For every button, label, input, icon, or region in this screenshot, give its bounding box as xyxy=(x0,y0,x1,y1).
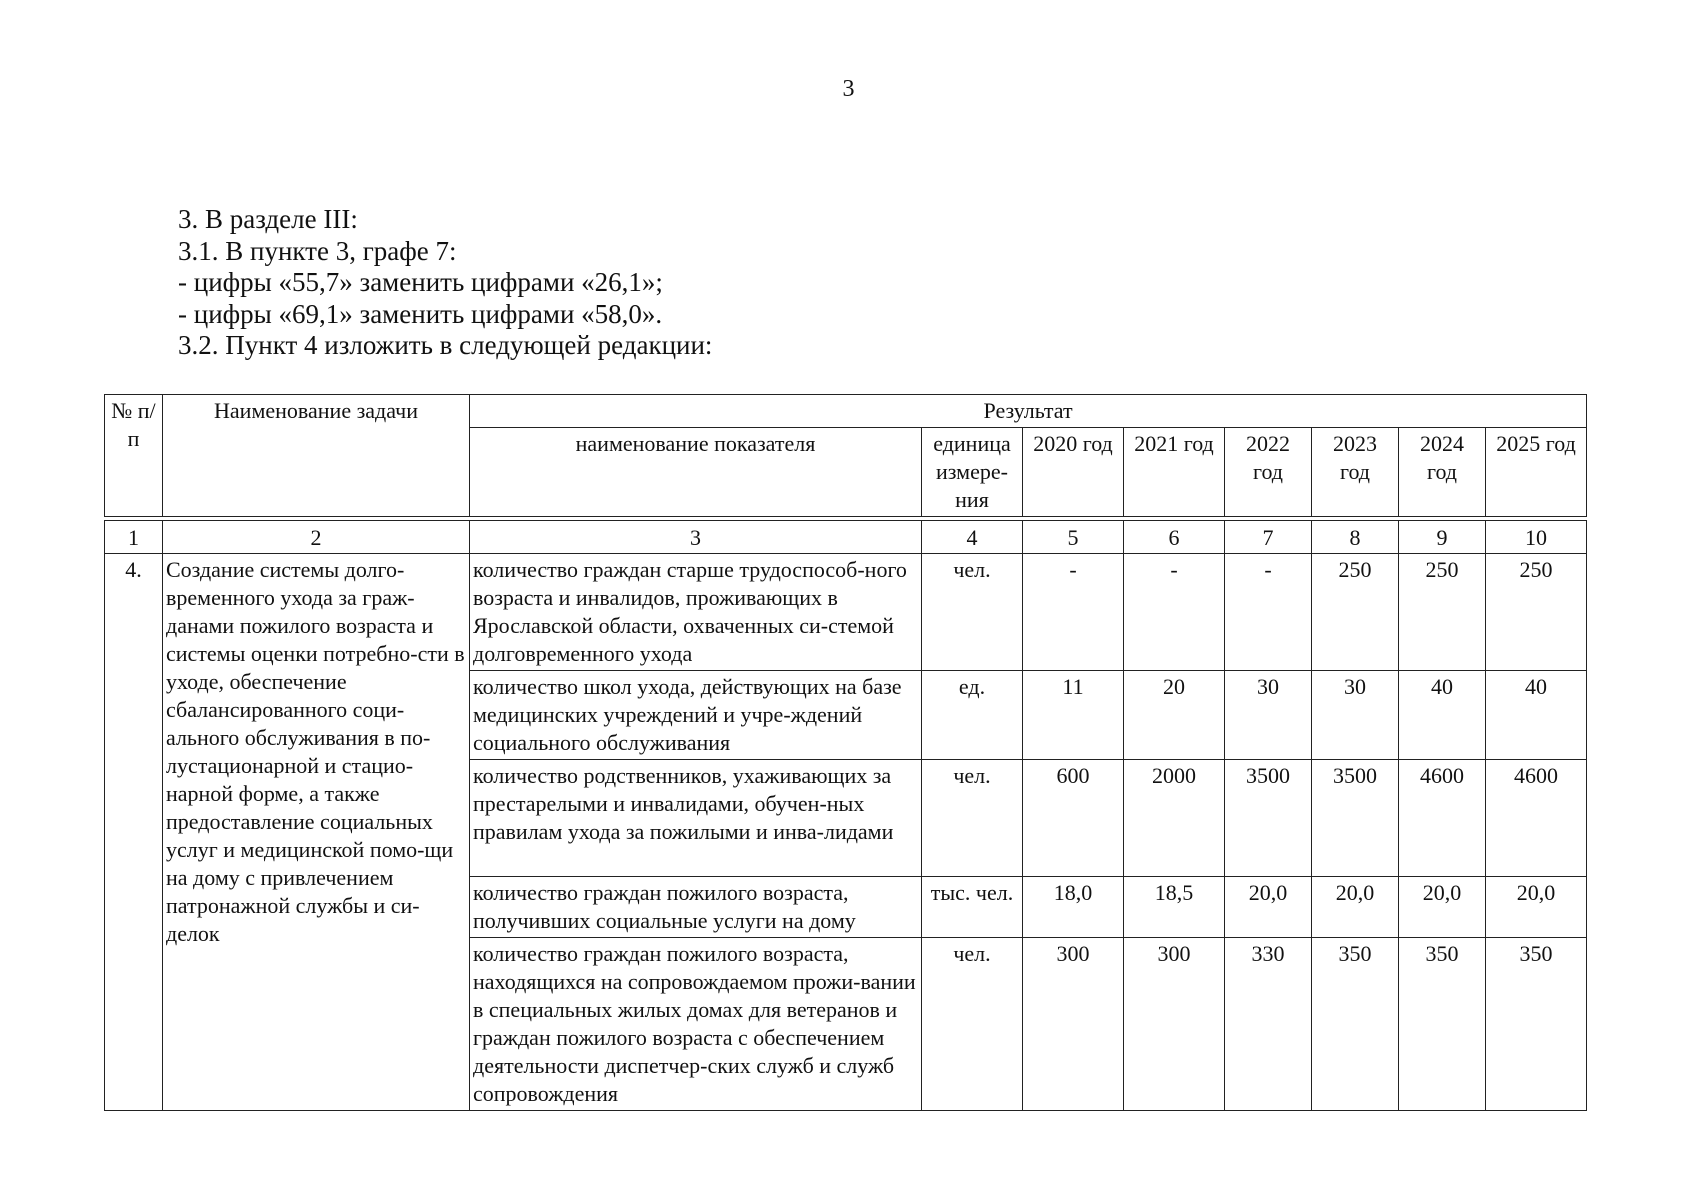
header-num: № п/п xyxy=(105,395,163,517)
indicator-name: количество школ ухода, действующих на базе медицинских учреждений и учре-ждений социального обслуживания xyxy=(470,671,922,760)
header-year-2025: 2025 год xyxy=(1486,428,1587,517)
amendment-text xyxy=(178,204,712,362)
header-indicator-name: наименование показателя xyxy=(470,428,922,517)
value-2023: 350 xyxy=(1312,938,1399,1111)
indicator-name: количество граждан пожилого возраста, находящихся на сопровождаемом прожи-вании в специальных жилых домах для ветеранов и граждан пожилого возраста с обеспечением деятельности диспетчер-ских служб и служб сопровождения xyxy=(470,938,922,1111)
value-2024: 250 xyxy=(1399,554,1486,671)
value-2023: 20,0 xyxy=(1312,877,1399,938)
value-2025: 20,0 xyxy=(1486,877,1587,938)
unit: чел. xyxy=(922,938,1023,1111)
column-number: 4 xyxy=(922,521,1023,554)
indicator-name: количество граждан старше трудоспособ-ного возраста и инвалидов, проживающих в Ярославской области, охваченных си-стемой долговременного ухода xyxy=(470,554,922,671)
value-2025: 250 xyxy=(1486,554,1587,671)
item-number: 4. xyxy=(105,554,163,1111)
column-number: 3 xyxy=(470,521,922,554)
unit: чел. xyxy=(922,760,1023,877)
header-year-2020: 2020 год xyxy=(1023,428,1124,517)
column-number-row xyxy=(105,521,1587,554)
unit: тыс. чел. xyxy=(922,877,1023,938)
header-year-2023: 2023 год xyxy=(1312,428,1399,517)
column-number: 8 xyxy=(1312,521,1399,554)
value-2023: 30 xyxy=(1312,671,1399,760)
column-number: 6 xyxy=(1124,521,1225,554)
replacement-line-2: - цифры «69,1» заменить цифрами «58,0». xyxy=(178,298,663,329)
subsection-3-2: 3.2. Пункт 4 изложить в следующей редакции: xyxy=(178,330,713,360)
page-number: 3 xyxy=(842,76,855,102)
value-2020: 600 xyxy=(1023,760,1124,877)
header-year-2024: 2024 год xyxy=(1399,428,1486,517)
value-2020: 18,0 xyxy=(1023,877,1124,938)
table-row xyxy=(105,554,1587,671)
indicator-name: количество родственников, ухаживающих за престарелыми и инвалидами, обучен-ных правилам ухода за пожилыми и инва-лидами xyxy=(470,760,922,877)
header-result: Результат xyxy=(470,395,1587,428)
value-2025: 40 xyxy=(1486,671,1587,760)
value-2021: 2000 xyxy=(1124,760,1225,877)
value-2022: 30 xyxy=(1225,671,1312,760)
value-2025: 350 xyxy=(1486,938,1587,1111)
section-heading: 3. В разделе III: xyxy=(178,204,358,234)
value-2023: 250 xyxy=(1312,554,1399,671)
column-number: 9 xyxy=(1399,521,1486,554)
replacement-line-1: - цифры «55,7» заменить цифрами «26,1»; xyxy=(178,267,663,297)
value-2022: 20,0 xyxy=(1225,877,1312,938)
subsection-3-1: 3.1. В пункте 3, графе 7: xyxy=(178,235,457,266)
unit: чел. xyxy=(922,554,1023,671)
header-year-2022: 2022 год xyxy=(1225,428,1312,517)
value-2021: 300 xyxy=(1124,938,1225,1111)
task-name: Создание системы долго-временного ухода за граж-данами пожилого возраста и системы оценки потребно-сти в уходе, обеспечение сбалансированного соци-ального обслуживания в по-лустационарной и стацио-нарной форме, а также предоставление социальных услуг и медицинской помо-щи на дому с привлечением патронажной службы и си-делок xyxy=(163,554,470,1111)
results-table xyxy=(104,394,1587,1111)
column-number: 10 xyxy=(1486,521,1587,554)
unit: ед. xyxy=(922,671,1023,760)
value-2022: 3500 xyxy=(1225,760,1312,877)
value-2020: 300 xyxy=(1023,938,1124,1111)
value-2022: - xyxy=(1225,554,1312,671)
column-number: 2 xyxy=(163,521,470,554)
value-2021: 18,5 xyxy=(1124,877,1225,938)
value-2020: 11 xyxy=(1023,671,1124,760)
column-number: 5 xyxy=(1023,521,1124,554)
value-2022: 330 xyxy=(1225,938,1312,1111)
header-year-2021: 2021 год xyxy=(1124,428,1225,517)
header-unit: единица измере-ния xyxy=(922,428,1023,517)
header-task-name: Наименование задачи xyxy=(163,395,470,517)
value-2024: 4600 xyxy=(1399,760,1486,877)
value-2024: 350 xyxy=(1399,938,1486,1111)
column-number: 1 xyxy=(105,521,163,554)
value-2025: 4600 xyxy=(1486,760,1587,877)
value-2021: 20 xyxy=(1124,671,1225,760)
value-2021: - xyxy=(1124,554,1225,671)
column-number: 7 xyxy=(1225,521,1312,554)
value-2020: - xyxy=(1023,554,1124,671)
value-2024: 40 xyxy=(1399,671,1486,760)
indicator-name: количество граждан пожилого возраста, получивших социальные услуги на дому xyxy=(470,877,922,938)
value-2023: 3500 xyxy=(1312,760,1399,877)
value-2024: 20,0 xyxy=(1399,877,1486,938)
